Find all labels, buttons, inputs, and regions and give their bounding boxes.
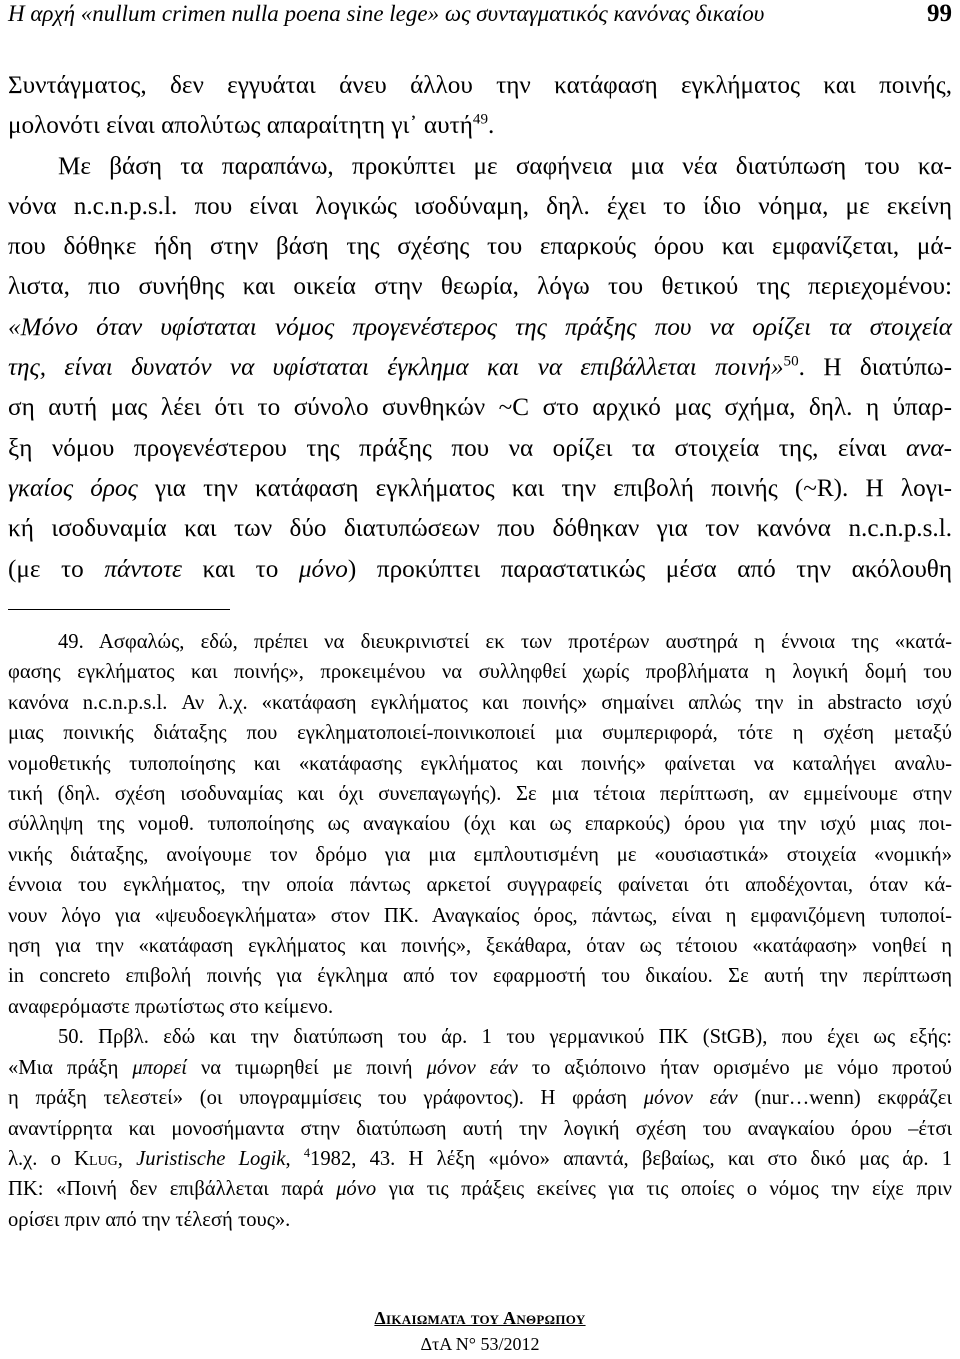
body-line: Συντάγματος, δεν εγγυάται άνευ άλλου την κατάφαση εγκλήματος και ποινής, — [8, 72, 952, 99]
cited-author: Klug — [74, 1147, 118, 1170]
footnote-line: 50. Πρβλ. εδώ και την διατύπωση του άρ. 1 του γερμανικού ΠΚ (StGB), που έχει ως εξής: — [58, 1026, 952, 1049]
body-line: λιστα, πιο συνήθης και οικεία στην θεωρία, λόγω του θετικού της περιεχομένου: — [8, 273, 952, 301]
cited-title: Juristische Logik — [136, 1147, 286, 1170]
footnote-line: έννοια του εγκλήματος, την οποία πάντως αρκετοί συγγραφείς φαίνεται ότι αποδέχονται, όταν κά- — [8, 874, 952, 897]
body-line: «Μόνο όταν υφίσταται νόμος προγενέστερος της πράξης που να ορίζει τα στοιχεία — [8, 313, 952, 341]
body-line: ση αυτή μας λέει ότι το σύνολο συνθηκών ~C στο αρχικό μας σχήμα, δηλ. η ύπαρ- — [8, 394, 952, 422]
footnote-line: μιας ποινικής διάταξης που εγκληματοποιεί-ποινικοποιεί μια συμπεριφορά, τότε η σχέση μεταξύ — [8, 722, 952, 745]
footnote-line: κανόνα n.c.n.p.s.l. Αν λ.χ. «κατάφαση εγκλήματος και ποινής» σημαίνει απλώς την in abstracto ισχύ — [8, 691, 952, 714]
footnote-line: 49. Ασφαλώς, εδώ, πρέπει να διευκρινιστεί εκ των προτέρων αυστηρά η έννοια της «κατά- — [58, 631, 952, 653]
footnote-ref-49[interactable]: 49 — [472, 111, 488, 128]
body-line: κή ισοδυναμία και των δύο διατυπώσεων που δόθηκαν για τον κανόνα n.c.n.p.s.l. — [8, 515, 952, 543]
page-footer — [0, 1305, 960, 1357]
footnote-line: λ.χ. ο Klug, Juristische Logik, $^4$1982, 43. Η λέξη «μόνο» απαντά, βεβαίως, και στο δικό μας άρ. 1 — [8, 1146, 953, 1170]
footnote-line: τική (δηλ. σχέση ισοδυναμίας και όχι συνεπαγωγής). Σε μια τέτοια περίπτωση, αν εμμείνουμε στην — [8, 783, 952, 806]
footnote-line: αναφερόμαστε πρωτίστως στο κείμενο. — [8, 995, 334, 1018]
footnotes — [8, 627, 952, 1235]
body-line: της, είναι δυνατόν να υφίσταται έγκλημα και να επιβάλλεται ποινή»$^{50}$. Η διατύπω- — [8, 353, 952, 382]
footnote-49 — [8, 627, 952, 1022]
body-line: νόνα n.c.n.p.s.l. που είναι λογικώς ισοδύναμη, δηλ. έχει το ίδιο νόημα, με εκείνη — [8, 192, 952, 220]
body-line: γκαίος όρος για την κατάφαση εγκλήματος και την επιβολή ποινής (~R). Η λογι- — [8, 474, 952, 502]
footnote-line: ηση για την «κατάφαση εγκλήματος και ποινής», ξεκάθαρα, όταν ως τέτοιου «κατάφαση» νοηθεί η — [8, 935, 952, 958]
footnote-line: «Μια πράξη μπορεί να τιμωρηθεί με ποινή μόνον εάν το αξιόποινο ήταν ορισμένο με νόμο προτού — [8, 1056, 952, 1079]
body-line: Με βάση τα παραπάνω, προκύπτει με σαφήνεια μια νέα διατύπωση του κα- — [58, 152, 952, 180]
footnote-line: νουν λόγο για «ψευδοεγκλήματα» στον ΠΚ. Αναγκαίος όρος, πάντως, είναι η εμφανιζόμενη τυποποί- — [8, 904, 952, 927]
journal-name: Δικαιωματα του Ανθρωπου — [374, 1308, 586, 1328]
footnote-line: φασης εγκλήματος και ποινής», προκειμένου να συλληφθεί χωρίς προβλήματα η λογική δομή του — [8, 661, 952, 684]
body-text — [8, 66, 952, 590]
running-title: Η αρχή «nullum crimen nulla poena sine lege» ως συνταγματικός κανόνας δικαίου — [8, 1, 765, 26]
body-line: ξη νόμου προγενέστερου της πράξης που να ορίζει τα στοιχεία της, είναι ανα- — [8, 434, 953, 462]
body-line: (με το πάντοτε και το μόνο) προκύπτει παραστατικώς μέσα από την ακόλουθη — [8, 555, 953, 583]
body-line: μολονότι είναι απολύτως απαραίτητη γι᾽ αυτή$^{49}$. — [8, 111, 495, 140]
footnote-line: αναντίρρητα και μονοσήμαντα στην διατύπωση αυτή την λογική σχέση του αναγκαίου όρου –έτσι — [8, 1117, 952, 1140]
footnote-line: σύλληψη της νομοθ. τυποποίησης ως αναγκαίου (όχι και ως επαρκούς) όρου για την ισχύ μιας ποι- — [8, 813, 952, 836]
footnote-line: ΠΚ: «Ποινή δεν επιβάλλεται παρά μόνο για τις πράξεις εκείνες για τις οποίες ο νόμος την είχε πριν — [8, 1178, 952, 1201]
footnote-line: η πράξη τελεστεί» (οι υπογραμμίσεις του γράφοντος). Η φράση μόνον εάν (nur…wenn) εκφράζει — [8, 1087, 952, 1110]
footnote-line: νομοθετικής τυποποίησης και «κατάφασης εγκλήματος και ποινής» φαίνεται να καταλήγει αναλυ- — [8, 752, 952, 775]
footnote-separator — [8, 609, 230, 610]
footnote-50 — [8, 1022, 952, 1235]
body-line: που δόθηκε ήδη στην βάση της σχέσης του επαρκούς όρου και εμφανίζεται, μά- — [8, 233, 952, 261]
page-number: 99 — [927, 0, 952, 27]
journal-issue: ΔτΑ Ν° 53/2012 — [420, 1334, 540, 1354]
running-header — [8, 0, 952, 28]
footnote-line: νικής διάταξης, ανοίγουμε τον δρόμο για μια εμπλουτισμένη με «ουσιαστικά» στοιχεία «νομική» — [8, 843, 952, 866]
footnote-line: ορίσει πριν από την τέλεσή τους». — [8, 1208, 291, 1231]
footnote-ref-50[interactable]: 50 — [783, 353, 799, 370]
footnote-line: in concreto επιβολή ποινής για έγκλημα από τον εφαρμοστή του δικαίου. Σε αυτή την περίπτωση — [8, 965, 952, 988]
